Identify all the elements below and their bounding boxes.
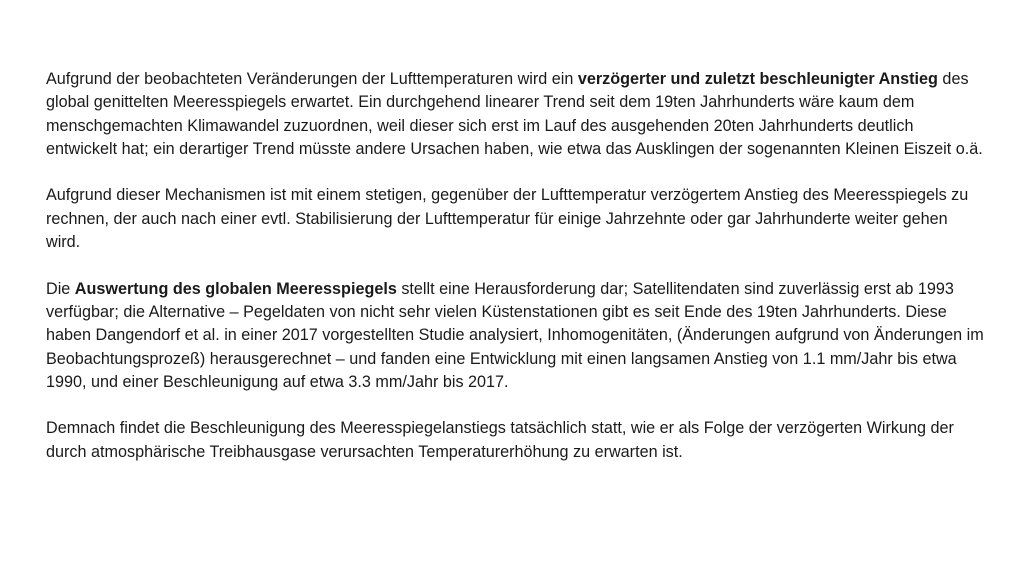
text-run: Aufgrund dieser Mechanismen ist mit einem stetigen, gegenüber der Lufttemperatur verzögertem Anstieg des Meeresspiegels zu rechnen, der auch nach einer evtl. Stabilisierung der Lufttemperatur für einige Jahrzehnte oder gar Jahrhunderte weiter gehen wird. [46, 186, 969, 252]
paragraph-air-temperature-changes [46, 68, 986, 161]
paragraph-sea-level-evaluation [46, 278, 986, 394]
bold-text-run: Auswertung des globalen Meeresspiegels [74, 279, 397, 298]
paragraph-conclusion [46, 417, 986, 464]
paragraph-mechanisms [46, 184, 986, 254]
text-run: stellt eine Herausforderung dar; Satellitendaten sind zuverlässig erst ab 1993 verfügbar; die Alternative – Pegeldaten von nicht sehr vielen Küstenstationen gibt es seit Ende des 19ten Jahrhunderts. Diese haben Dangendorf et al. in einer 2017 vorgestellten Studie analysiert, Inhomogenitäten, (Änderungen aufgrund von Änderungen im Beobachtungsprozeß) herausgerechnet – und fanden eine Entwicklung mit einen langsamen Anstieg von 1.1 mm/Jahr bis etwa 1990, und einer Beschleunigung auf etwa 3.3 mm/Jahr bis 2017. [46, 279, 984, 391]
text-run: Die [46, 279, 75, 298]
bold-text-run: verzögerter und zuletzt beschleunigter Anstieg [577, 70, 938, 88]
text-run: Demnach findet die Beschleunigung des Meeresspiegelanstiegs tatsächlich statt, wie er als Folge der verzögerten Wirkung der durch atmosphärische Treibhausgase verursachten Temperaturerhöhung zu erwarten ist. [46, 419, 954, 461]
text-run: des global genittelten Meeresspiegels erwartet. Ein durchgehend linearer Trend seit dem 19ten Jahrhunderts wäre kaum dem menschgemachten Klimawandel zuzuordnen, weil dieser sich erst im Lauf des ausgehenden 20ten Jahrhunderts deutlich entwickelt hat; ein derartiger Trend müsste andere Ursachen haben, wie etwa das Ausklingen der sogenannten Kleinen Eiszeit o.ä. [46, 70, 983, 158]
slide-text-body [46, 68, 986, 464]
text-run: Aufgrund der beobachteten Veränderungen der Lufttemperaturen wird ein [46, 70, 578, 88]
